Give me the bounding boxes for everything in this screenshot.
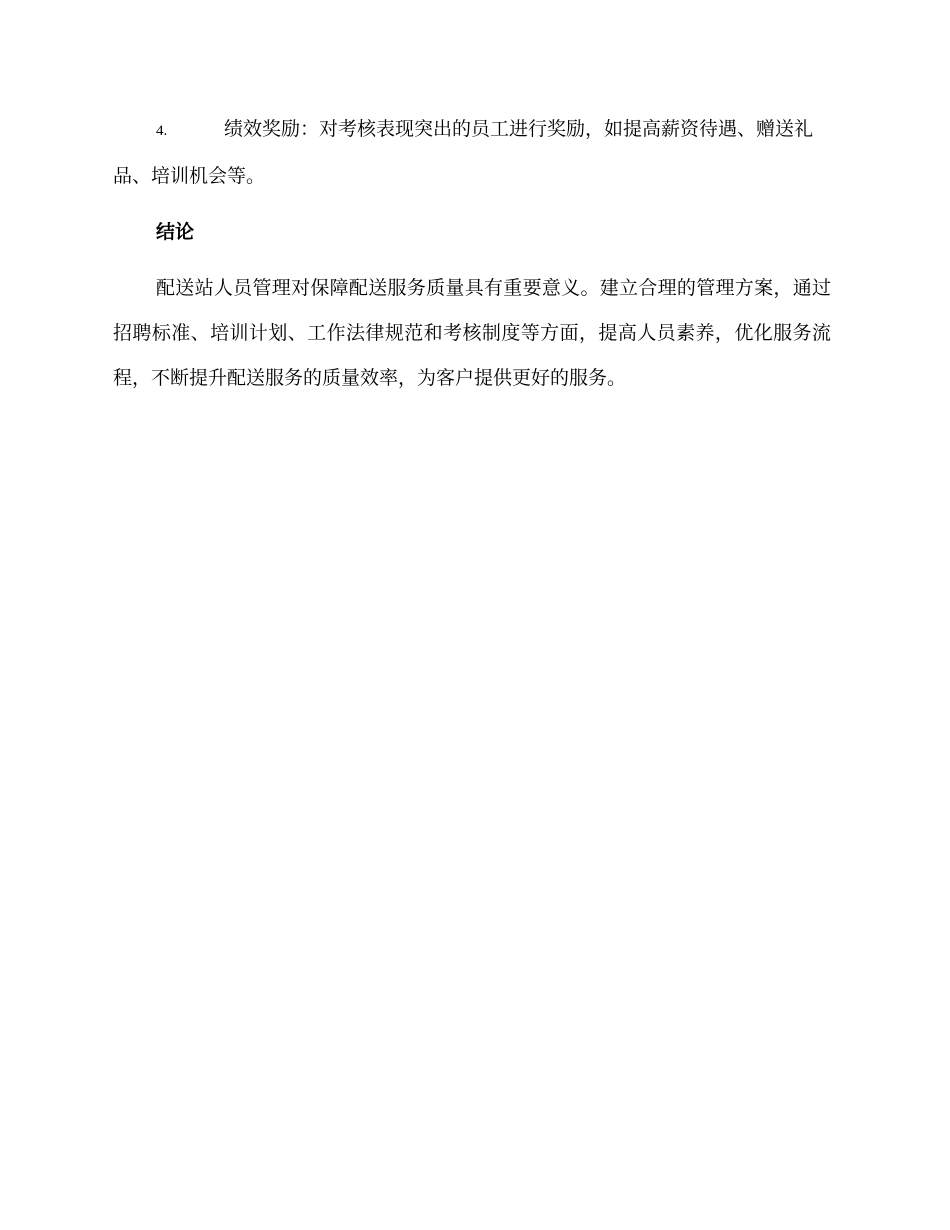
list-item [113,107,831,199]
conclusion-paragraph: 配送站人员管理对保障配送服务质量具有重要意义。建立合理的管理方案，通过招聘标准、培训计划、工作法律规范和考核制度等方面，提高人员素养，优化服务流程，不断提升配送服务的质量效率，为客户提供更好的服务。 [113,277,831,389]
list-number: 4. [156,123,168,139]
list-item-text: 绩效奖励：对考核表现突出的员工进行奖励，如提高薪资待遇、赠送礼品、培训机会等。 [113,118,814,187]
section-heading: 结论 [156,221,195,243]
document-body [113,107,831,401]
